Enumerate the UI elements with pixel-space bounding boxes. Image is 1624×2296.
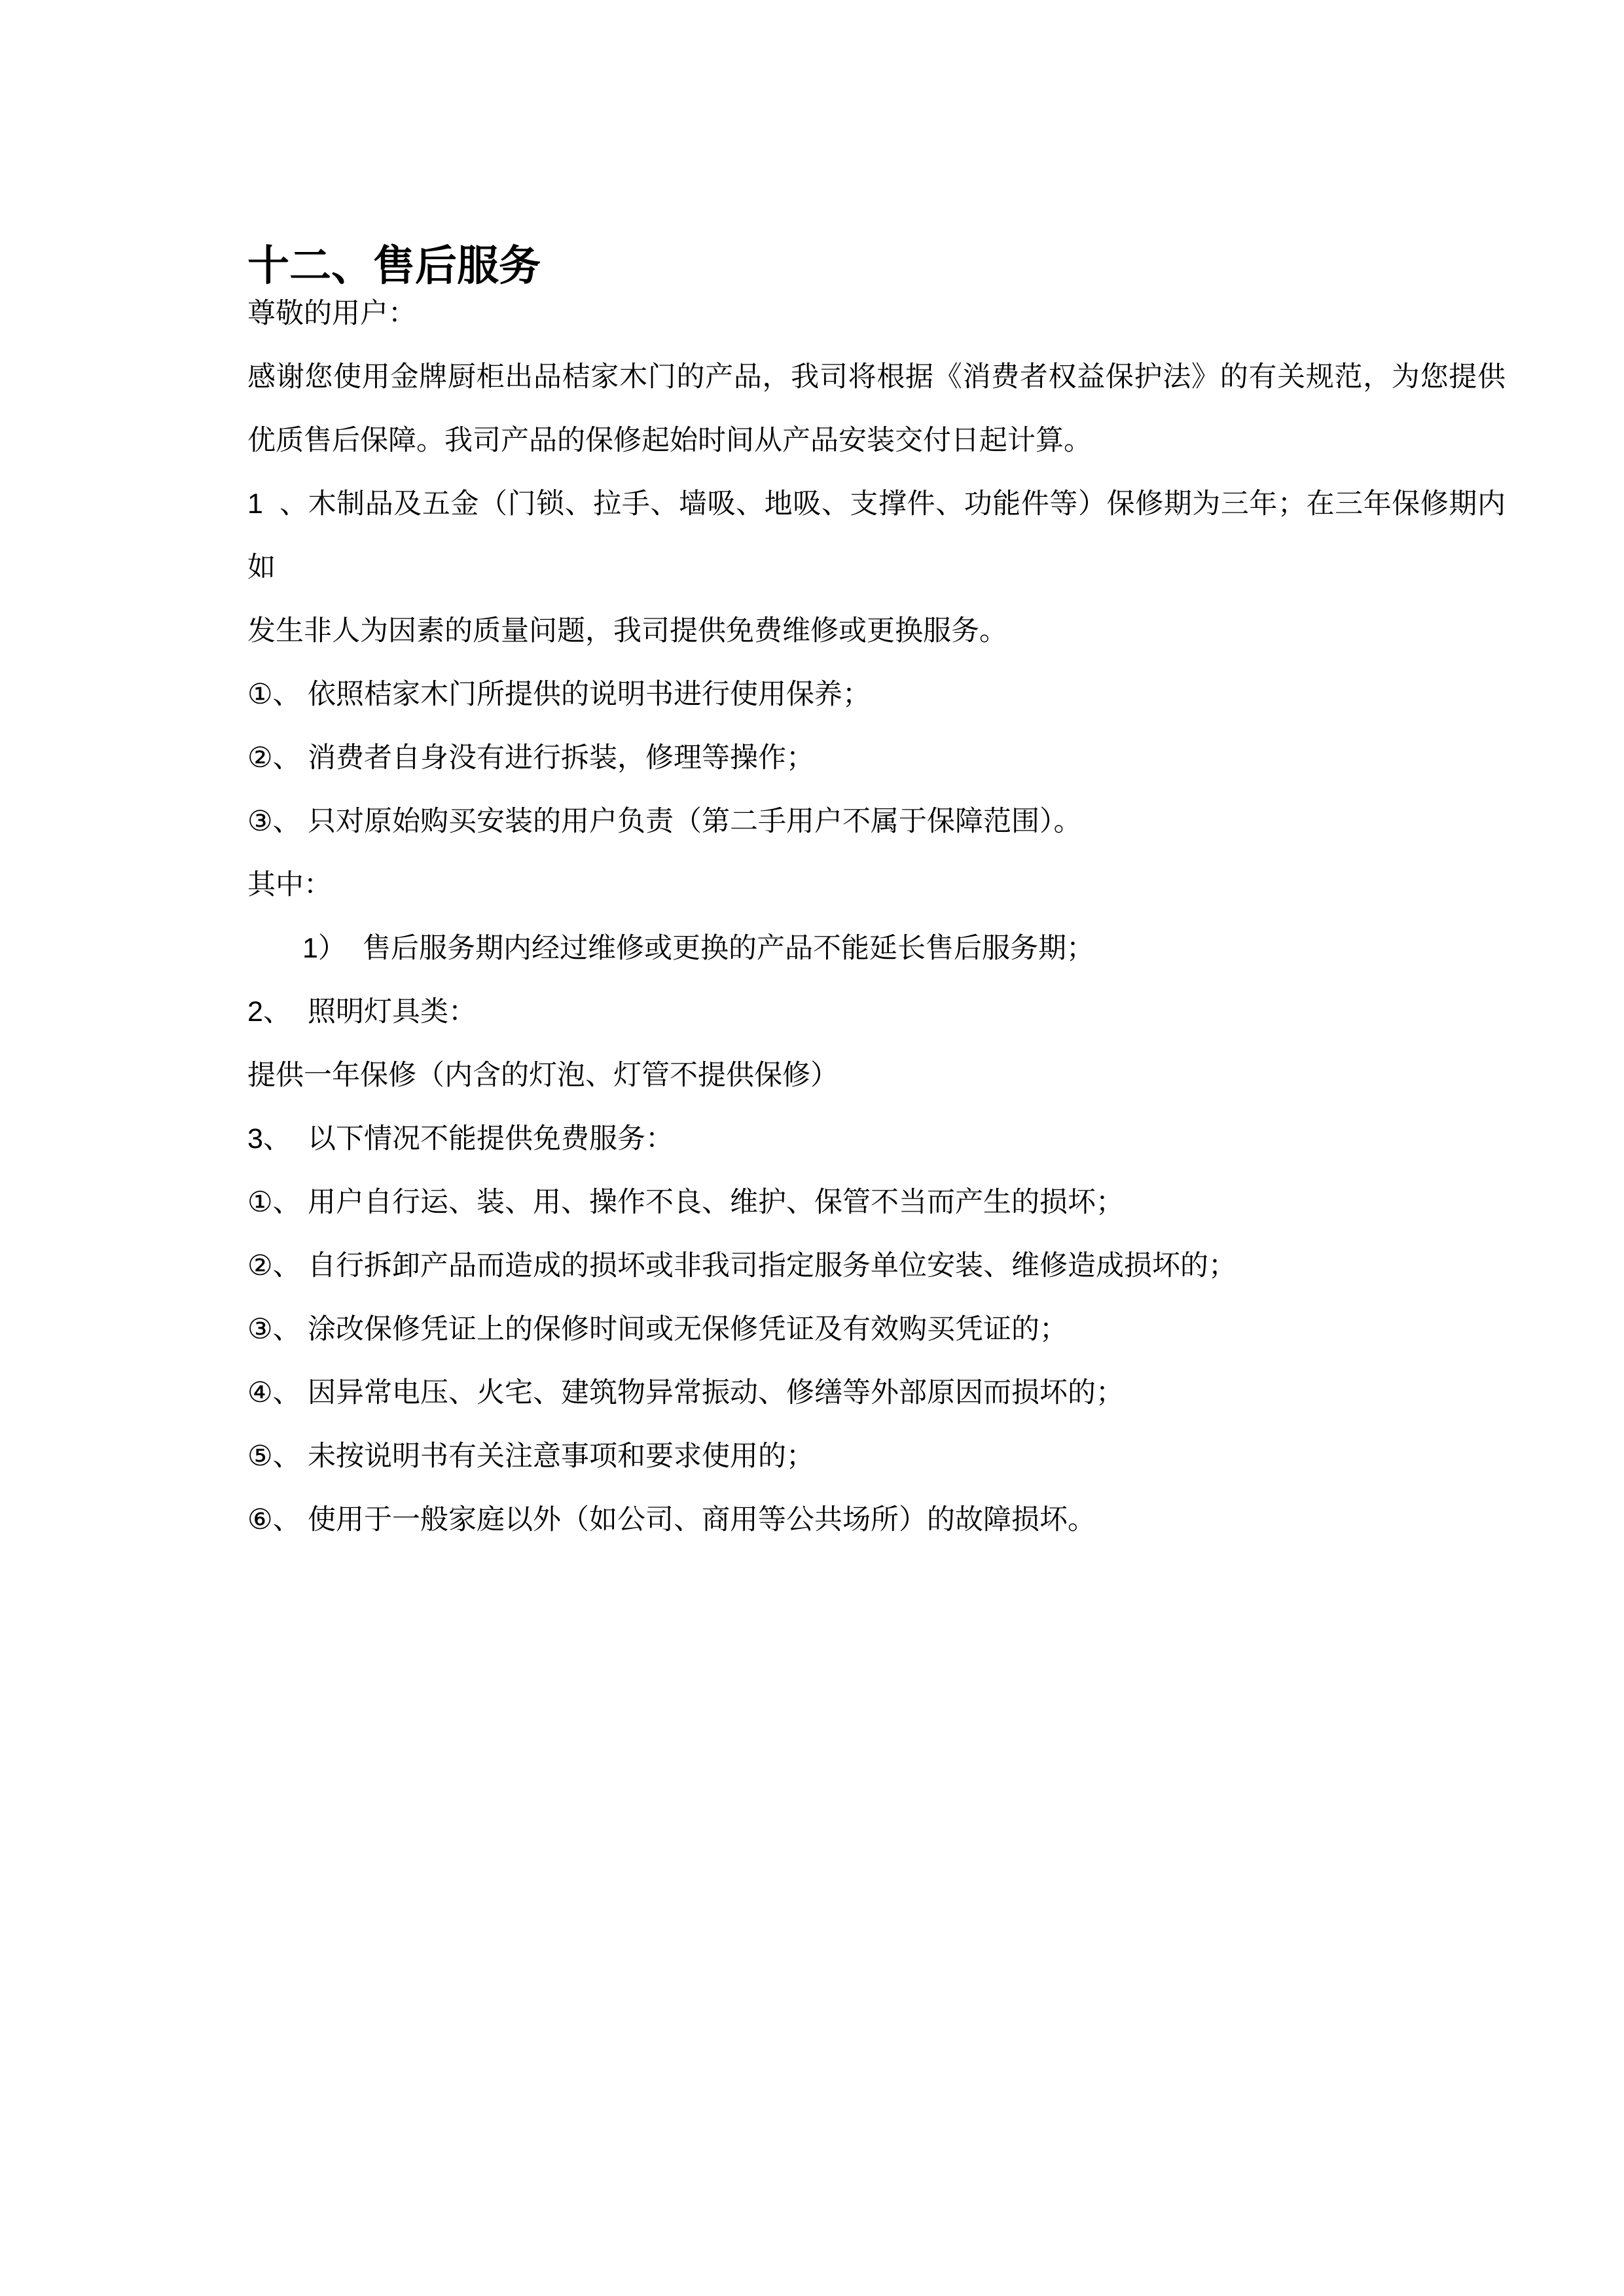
list-marker: 2、 xyxy=(247,996,291,1028)
list-marker: ③、 xyxy=(247,1314,301,1345)
document-line-sub-item-1 xyxy=(247,917,1506,980)
line-text: 木制品及五金（门锁、拉手、墙吸、地吸、支撑件、功能件等）保修期为三年；在三年保修期内如 xyxy=(247,488,1506,583)
list-marker: ④、 xyxy=(247,1377,301,1408)
list-marker: ①、 xyxy=(247,1187,301,1218)
document-line-circled-5 xyxy=(247,1425,1506,1488)
list-marker: ⑥、 xyxy=(247,1504,301,1535)
document-body xyxy=(247,282,1506,1552)
document-line-circled-1 xyxy=(247,663,1506,726)
document-line xyxy=(247,346,1506,409)
document-line-circled-3 xyxy=(247,790,1506,853)
line-text: 未按说明书有关注意事项和要求使用的； xyxy=(308,1441,814,1472)
line-text: 以下情况不能提供免费服务： xyxy=(308,1123,674,1155)
document-line xyxy=(247,1044,1506,1107)
line-text: 只对原始购买安装的用户负责（第二手用户不属于保障范围）。 xyxy=(308,806,1082,837)
document-line-circled-2 xyxy=(247,726,1506,790)
line-text: 消费者自身没有进行拆装，修理等操作； xyxy=(308,742,814,774)
line-text: 其中： xyxy=(247,869,332,901)
line-text: 发生非人为因素的质量问题，我司提供免费维修或更换服务。 xyxy=(247,615,1007,647)
document-line-item-3 xyxy=(247,1107,1506,1171)
list-marker: 1） xyxy=(302,933,346,964)
document-line-item-1 xyxy=(247,473,1506,600)
document-line-subheading xyxy=(247,853,1506,917)
line-text: 照明灯具类： xyxy=(308,996,477,1028)
document-line-circled-3 xyxy=(247,1298,1506,1361)
line-text: 自行拆卸产品而造成的损坏或非我司指定服务单位安装、维修造成损坏的； xyxy=(308,1250,1236,1282)
document-line-item-2 xyxy=(247,980,1506,1044)
document-line xyxy=(247,600,1506,663)
document-line-circled-4 xyxy=(247,1361,1506,1425)
document-line-salutation xyxy=(247,282,1506,346)
line-text: 使用于一般家庭以外（如公司、商用等公共场所）的故障损坏。 xyxy=(308,1504,1096,1535)
line-text: 尊敬的用户： xyxy=(247,298,416,329)
list-marker: ②、 xyxy=(247,742,301,774)
list-marker: 3、 xyxy=(247,1123,291,1155)
line-text: 用户自行运、装、用、操作不良、维护、保管不当而产生的损坏； xyxy=(308,1187,1124,1218)
line-text: 提供一年保修（内含的灯泡、灯管不提供保修） xyxy=(247,1060,839,1091)
document-line xyxy=(247,409,1506,473)
list-marker: ①、 xyxy=(247,679,301,710)
list-marker: ②、 xyxy=(247,1250,301,1282)
document-line-circled-1 xyxy=(247,1171,1506,1234)
document-line-circled-2 xyxy=(247,1234,1506,1298)
line-text: 优质售后保障。我司产品的保修起始时间从产品安装交付日起计算。 xyxy=(247,425,1092,456)
list-marker: ⑤、 xyxy=(247,1441,301,1472)
list-marker: ③、 xyxy=(247,806,301,837)
line-text: 感谢您使用金牌厨柜出品桔家木门的产品，我司将根据《消费者权益保护法》的有关规范，为您提供 xyxy=(247,361,1506,393)
line-text: 涂改保修凭证上的保修时间或无保修凭证及有效购买凭证的； xyxy=(308,1314,1068,1345)
line-text: 因异常电压、火宅、建筑物异常振动、修缮等外部原因而损坏的； xyxy=(308,1377,1124,1408)
document-line-circled-6 xyxy=(247,1488,1506,1552)
line-text: 售后服务期内经过维修或更换的产品不能延长售后服务期； xyxy=(363,933,1094,964)
section-title: 十二、售后服务 xyxy=(247,242,541,289)
list-marker: 1、 xyxy=(247,488,308,520)
line-text: 依照桔家木门所提供的说明书进行使用保养； xyxy=(308,679,871,710)
